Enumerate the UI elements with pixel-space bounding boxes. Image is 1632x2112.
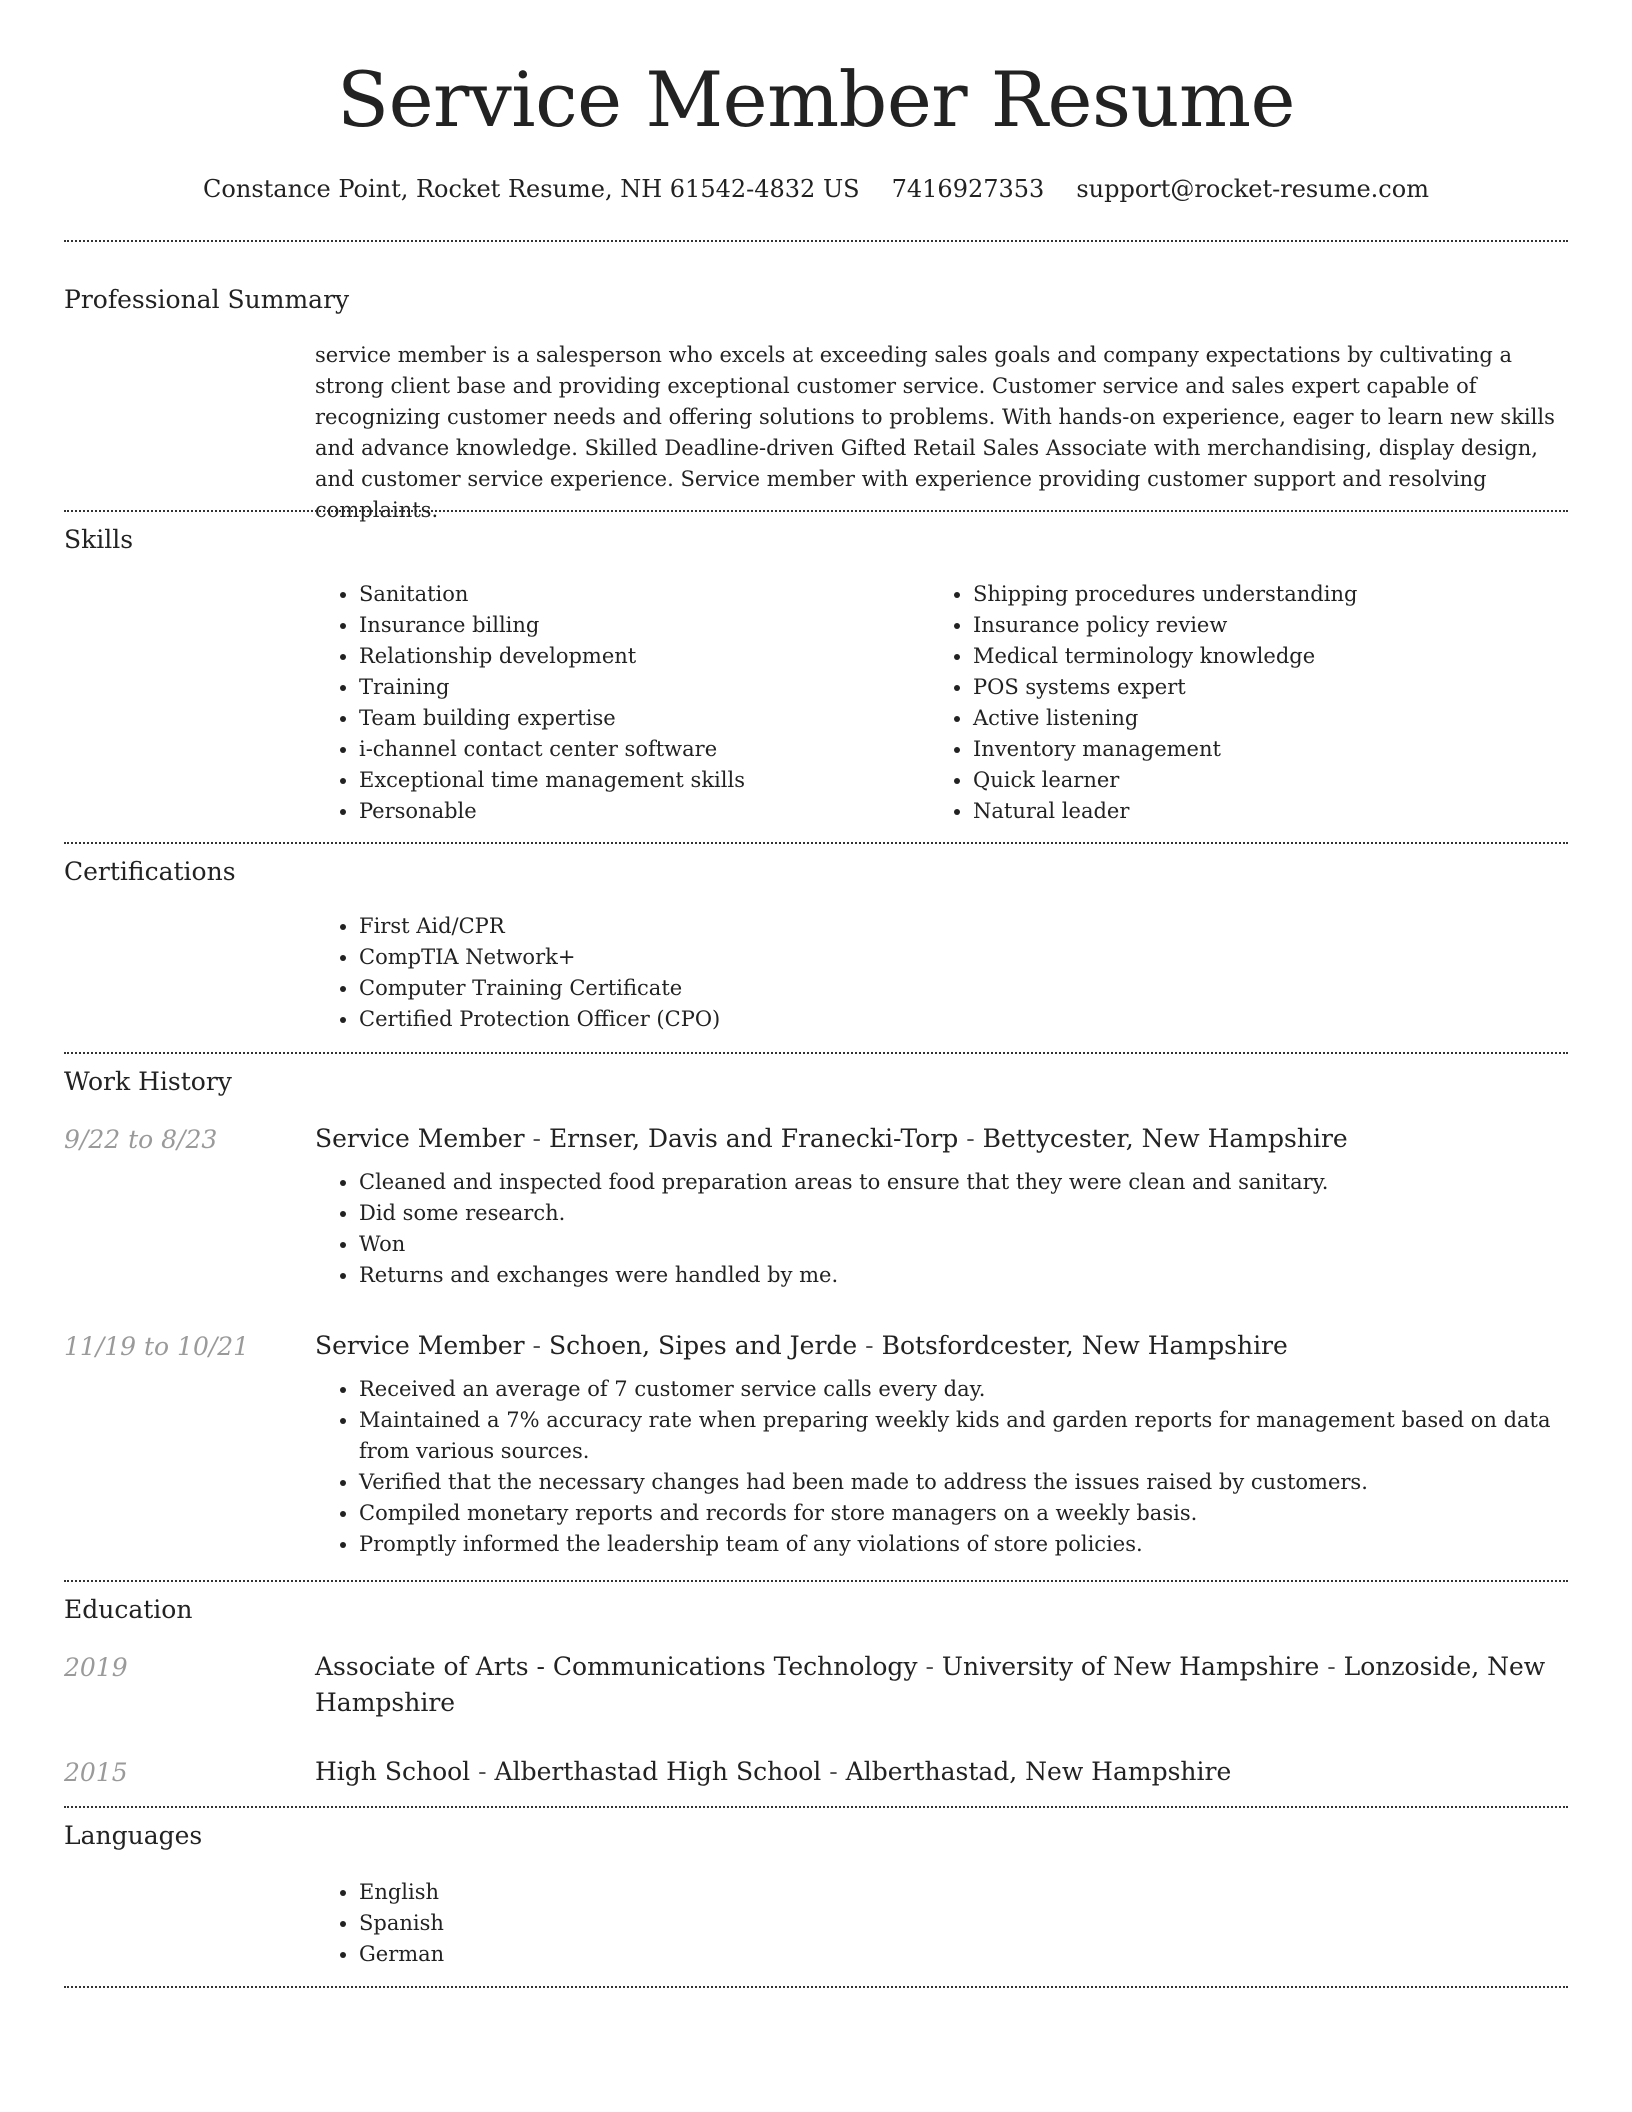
skill-item: • Personable [359,796,929,827]
skill-item: • Inventory management [973,734,1543,765]
job-entry [315,1328,1568,1560]
job-company: Ernser, Davis and Franecki-Torp [548,1124,959,1153]
job-bullet: • Cleaned and inspected food preparation areas to ensure that they were clean and sanitary. [359,1167,1568,1198]
languages-list [315,1877,1568,1970]
skills-column-right [929,579,1543,827]
section-title-languages: Languages [64,1821,203,1850]
language-item: • Spanish [359,1908,1568,1939]
skill-item: • Medical terminology knowledge [973,641,1543,672]
certification-item: • Computer Training Certificate [359,973,1568,1004]
section-title-skills: Skills [64,525,134,554]
job-bullet: • Verified that the necessary changes had been made to address the issues raised by customers. [359,1467,1568,1498]
section-title-certifications: Certifications [64,857,236,886]
job-dates: 9/22 to 8/23 [64,1125,218,1154]
skill-item: • Team building expertise [359,703,929,734]
skill-item: • Quick learner [973,765,1543,796]
education-entry [315,1754,1568,1790]
education-heading: Associate of Arts - Communications Technology - University of New Hampshire - Lonzoside, New Hampshire [315,1652,1546,1717]
certifications-list [315,911,1568,1035]
section-divider [64,1052,1568,1054]
skills-list [315,579,1568,827]
skill-item: • POS systems expert [973,672,1543,703]
certification-item: • CompTIA Network+ [359,942,1568,973]
skill-item: • Active listening [973,703,1543,734]
education-degree: High School [315,1757,471,1786]
section-divider [64,1580,1568,1582]
job-location: Bettycester, New Hampshire [982,1124,1348,1153]
resume-title: Service Member Resume [337,55,1295,144]
section-divider [64,1806,1568,1808]
section-title-summary: Professional Summary [64,285,350,314]
skill-item: • Shipping procedures understanding [973,579,1543,610]
skill-item: • Exceptional time management skills [359,765,929,796]
contact-address: Constance Point, Rocket Resume, NH 61542-4832 US [203,175,860,203]
job-heading: Service Member - Ernser, Davis and Franecki-Torp - Bettycester, New Hampshire [315,1124,1348,1153]
skill-item: • i-channel contact center software [359,734,929,765]
job-bullet: • Returns and exchanges were handled by me. [359,1260,1568,1291]
job-entry [315,1121,1568,1291]
section-title-education: Education [64,1595,193,1624]
education-school: University of New Hampshire [941,1652,1320,1681]
skill-item: • Insurance billing [359,610,929,641]
skill-item: • Sanitation [359,579,929,610]
education-degree: Associate of Arts - Communications Technology [315,1652,918,1681]
skill-item: • Relationship development [359,641,929,672]
contact-email: support@rocket-resume.com [1076,175,1429,203]
summary-text: service member is a salesperson who excels at exceeding sales goals and company expectations by cultivating a strong client base and providing exceptional customer service. Customer service and sales expert capable of recognizing customer needs and offering solutions to problems. With hands-on experience, eager to learn new skills and advance knowledge. Skilled Deadline-driven Gifted Retail Sales Associate with merchandising, display design, and customer service experience. Service member with experience providing customer support and resolving complaints. [315,343,1555,522]
education-year: 2019 [64,1653,128,1682]
job-bullet: • Received an average of 7 customer service calls every day. [359,1374,1568,1405]
section-title-work-history: Work History [64,1067,232,1096]
job-company: Schoen, Sipes and Jerde [548,1331,858,1360]
section-divider [64,1986,1568,1988]
section-divider [64,240,1568,242]
job-heading: Service Member - Schoen, Sipes and Jerde - Botsfordcester, New Hampshire [315,1331,1288,1360]
education-location: Lonzoside, New Hampshire [315,1652,1546,1717]
skill-item: • Natural leader [973,796,1543,827]
language-item: • English [359,1877,1568,1908]
education-year: 2015 [64,1758,128,1787]
job-location: Botsfordcester, New Hampshire [881,1331,1288,1360]
language-item: • German [359,1939,1568,1970]
job-bullet: • Maintained a 7% accuracy rate when preparing weekly kids and garden reports for management based on data from various sources. [359,1405,1568,1467]
skill-item: • Training [359,672,929,703]
education-location: Alberthastad, New Hampshire [845,1757,1232,1786]
certification-item: • First Aid/CPR [359,911,1568,942]
job-bullet: • Did some research. [359,1198,1568,1229]
contact-line [64,172,1568,206]
section-divider [64,510,1568,512]
job-dates: 11/19 to 10/21 [64,1332,250,1361]
section-divider [64,842,1568,844]
job-role: Service Member [315,1331,525,1360]
certification-item: • Certified Protection Officer (CPO) [359,1004,1568,1035]
education-school: Alberthastad High School [494,1757,822,1786]
skills-column-left [315,579,929,827]
skill-item: • Insurance policy review [973,610,1543,641]
job-bullet: • Promptly informed the leadership team of any violations of store policies. [359,1529,1568,1560]
summary-section [315,340,1568,526]
education-heading: High School - Alberthastad High School - Alberthastad, New Hampshire [315,1757,1232,1786]
contact-phone: 7416927353 [891,175,1045,203]
education-entry [315,1649,1568,1721]
job-bullet: • Won [359,1229,1568,1260]
job-role: Service Member [315,1124,525,1153]
job-bullet: • Compiled monetary reports and records for store managers on a weekly basis. [359,1498,1568,1529]
